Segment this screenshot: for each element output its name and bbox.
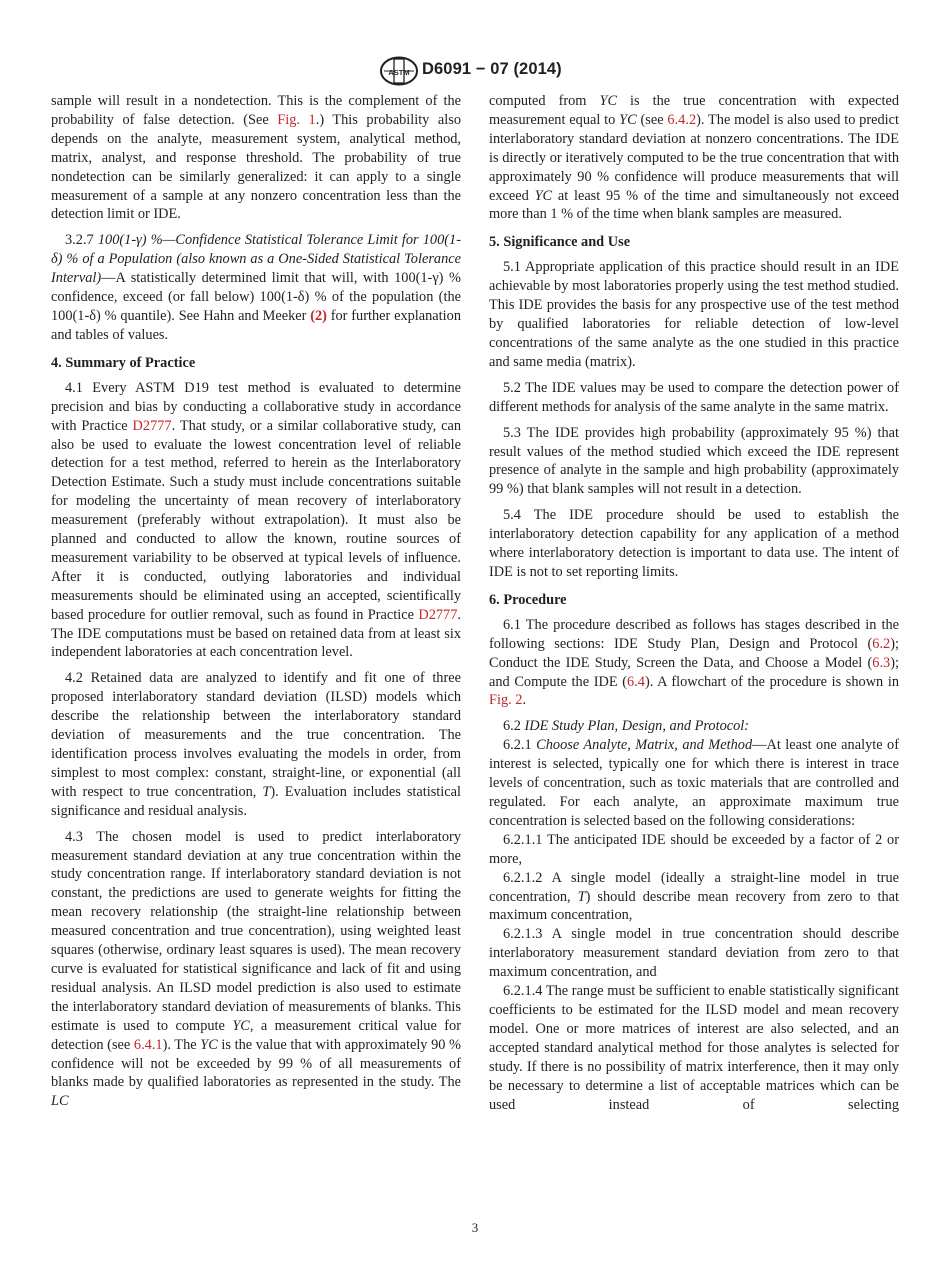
section-5-heading: 5. Significance and Use bbox=[489, 234, 631, 251]
page-header bbox=[0, 56, 950, 88]
paragraph-6-2-1-3: 6.2.1.3 A single model in true concentration should describe interlaboratory measurement standard deviation from zero to that maximum concentration, and bbox=[489, 926, 899, 981]
section-6-2-link[interactable]: 6.2 bbox=[872, 635, 891, 652]
page-number: 3 bbox=[471, 1220, 479, 1235]
paragraph-6-2-1-4: 6.2.1.4 The range must be sufficient to enable statistically significant coefficients to be estimated for the ILSD model and mean recovery model. One or more matrices of interest are also selected, and an accepted standard analytical method for those analytes is selected for study. If there is no possibility of matrix interference, then it may only be necessary to determine a list of acceptable matrices which can be used instead of selecting bbox=[489, 983, 899, 1113]
reference-2-link[interactable]: (2) bbox=[310, 307, 327, 324]
section-6-3-link[interactable]: 6.3 bbox=[872, 654, 891, 671]
paragraph-6-2-1: 6.2.1 Choose Analyte, Matrix, and Method—At least one analyte of interest is selected, typically one for which there is interest in trace levels of concentration, such as toxic materials that are controlled and regulated. For each analyte, an approximate maximum true concentration is selected based on the following considerations: bbox=[489, 737, 900, 829]
paragraph-5-3: 5.3 The IDE provides high probability (approximately 95 %) that result values of the method studied which exceed the IDE represent presence of analyte in the sample and high probability (approximately 99 %) that blank samples will not result in a detection. bbox=[489, 424, 899, 498]
paragraph-continuation: sample will result in a nondetection. This is the complement of the probability of false detection. (See Fig. 1.) This probability also depends on the analyte, measurement system, analytical method, matrix, analyst, and response threshold. The probability of true nondetection can be similarly generalized: it can apply to a single measurement of a sample at any nonzero concentration less than the detection limit or IDE. bbox=[51, 93, 461, 223]
paragraph-6-1: 6.1 The procedure described as follows has stages described in the following sections: IDE Study Plan, Design and Protocol (6.2); Conduct the IDE Study, Screen the Data, and Choose a Model (6.3); and Compute the IDE (6.4). A flowchart of the procedure is shown in Fig. 2. bbox=[489, 616, 900, 709]
d2777-link[interactable]: D2777 bbox=[418, 606, 458, 623]
document-id: D6091 − 07 (2014) bbox=[422, 60, 562, 78]
paragraph-4-1: 4.1 Every ASTM D19 test method is evaluated to determine precision and bias by conducting a collaborative study in accordance with Practice D2777. That study, or a similar collaborative study, can also be used to evaluate the lowest concentration level of reliable detection for a test method, referred to herein as the Interlaboratory Detection Estimate. Such a study must include concentrations suitable for modeling the uncertainty of mean recovery of interlaboratory measurement (preferably without extrapolation). It must also be planned and conducted to allow the known, routine sources of measurement variability to be observed at typical levels of influence. After it is conducted, outlying laboratories and individual measurements should be eliminated using an accepted, scientifically based procedure for outlier removal, such as found in Practice D2777. The IDE computations must be based on retained data from at least six independent laboratories at each concentration level. bbox=[51, 379, 461, 661]
section-4-heading: 4. Summary of Practice bbox=[51, 354, 196, 371]
section-6-4-2-link[interactable]: 6.4.2 bbox=[667, 111, 697, 128]
left-column bbox=[51, 92, 461, 1118]
paragraph-5-1: 5.1 Appropriate application of this practice should result in an IDE achievable by most laboratories properly using the test method studied. This IDE provides the basis for any prospective use of the test method by qualified laboratories for reliable detection of low-level concentrations of the same analyte as the one studied in this practice and same media (matrix). bbox=[489, 259, 899, 370]
paragraph-5-2: 5.2 The IDE values may be used to compare the detection power of different methods for analysis of the same analyte in the same matrix. bbox=[489, 379, 899, 415]
paragraph-5-4: 5.4 The IDE procedure should be used to establish the interlaboratory detection capability for any application of a method where interlaboratory detection is important to data use. The intent of IDE is not to set reporting limits. bbox=[489, 507, 899, 580]
paragraph-6-2-1-1: 6.2.1.1 The anticipated IDE should be exceeded by a factor of 2 or more, bbox=[489, 831, 899, 867]
paragraph-continuation-right: computed from YC is the true concentration with expected measurement equal to YC (see 6.4.2). The model is also used to predict interlaboratory standard deviation at nonzero concentrations. The IDE is directly or iteratively computed to be the true concentration that with approximately 90 % confidence will produce measurements that will exceed YC at least 95 % of the time and simultaneously not exceed more than 1 % of the time when blank samples are measured. bbox=[489, 93, 900, 223]
astm-logo-icon bbox=[379, 56, 419, 86]
fig1-link[interactable]: Fig. 1 bbox=[277, 111, 316, 128]
section-6-4-link[interactable]: 6.4 bbox=[627, 673, 645, 690]
paragraph-6-2: 6.2 IDE Study Plan, Design, and Protocol: bbox=[503, 718, 750, 735]
d2777-link[interactable]: D2777 bbox=[132, 417, 172, 434]
section-6-heading: 6. Procedure bbox=[489, 591, 567, 608]
paragraph-4-2: 4.2 Retained data are analyzed to identify and fit one of three proposed interlaboratory standard deviation (ILSD) models which describe the relationship between the interlaboratory standard deviation of measurements and the true concentration. The identification process involves evaluating the models in order, from simplest to most complex: constant, straight-line, or exponential (all with respect to true concentration, T). Evaluation includes statistical significance and residual analysis. bbox=[51, 670, 461, 819]
right-column bbox=[489, 92, 899, 1114]
paragraph-6-2-1-2: 6.2.1.2 A single model (ideally a straight-line model in true concentration, T) should describe mean recovery from zero to that maximum concentration, bbox=[489, 869, 899, 924]
astm-logo-text: ASTM bbox=[388, 68, 410, 77]
fig2-link[interactable]: Fig. 2 bbox=[489, 692, 523, 709]
paragraph-3-2-7: 3.2.7 100(1-γ) %—Confidence Statistical Tolerance Limit for 100(1-δ) % of a Population (also known as a One-Sided Statistical Tolerance Interval)—A statistically determined limit that will, with 100(1-γ) % confidence, exceed (or fall below) 100(1-δ) % of the population (the 100(1-δ) % quantile). See Hahn and Meeker (2) for further explanation and tables of values. bbox=[51, 232, 462, 343]
section-6-4-1-link[interactable]: 6.4.1 bbox=[133, 1036, 163, 1053]
paragraph-4-3: 4.3 The chosen model is used to predict interlaboratory measurement standard deviation at any true concentration within the study concentration range. If interlaboratory standard deviation is not constant, the predictions are used to generate weights for fitting the mean recovery relationship (the straight-line relationship between measured concentration and true concentration), using weighted least squares (otherwise, ordinary least squares is used). The mean recovery curve is evaluated for statistical significance and lack of fit and using residual analysis. An ILSD model prediction is also used to estimate the interlaboratory standard deviation of measurements of blanks. This estimate is used to compute YC, a measurement critical value for detection (see 6.4.1). The YC is the value that with approximately 90 % confidence will not be exceeded by 99 % of all measurements of blanks made by qualified laboratories as represented in the study. The LC bbox=[51, 828, 461, 1110]
